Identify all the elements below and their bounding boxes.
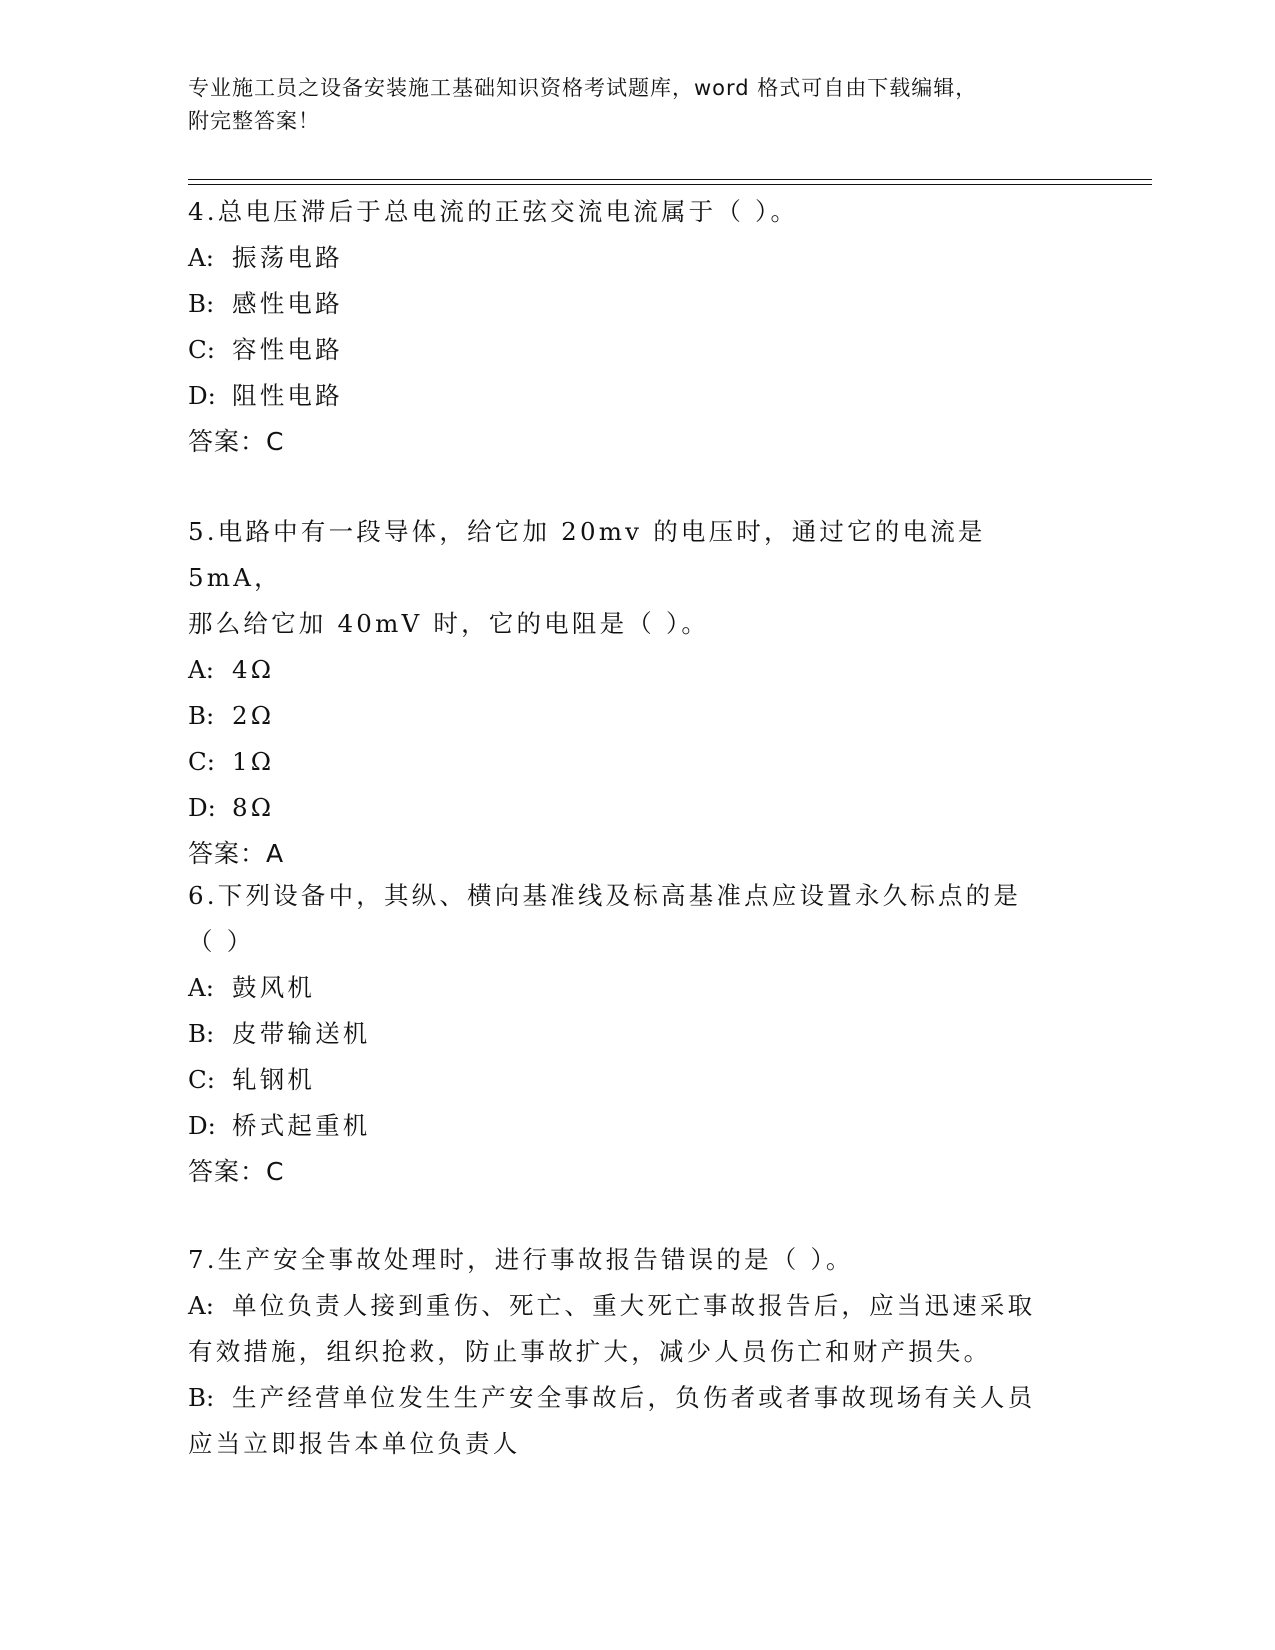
question-stem-line-1: 5.电路中有一段导体，给它加 20mv 的电压时，通过它的电流是 5mA， [188, 517, 986, 592]
option-letter: B: [188, 1019, 215, 1048]
option-letter: A: [188, 655, 214, 684]
header-rule-top [188, 179, 1152, 180]
option-text: 感性电路 [232, 289, 343, 318]
option-text-line-1: 单位负责人接到重伤、死亡、重大死亡事故报告后，应当迅速采取 [232, 1291, 1036, 1320]
option-c [188, 1057, 1078, 1103]
option-c [188, 327, 1078, 373]
option-a [188, 235, 1078, 281]
option-letter: B: [188, 289, 215, 318]
answer: 答案：C [188, 427, 285, 456]
question-5 [188, 509, 1078, 877]
header-line-1: 专业施工员之设备安装施工基础知识资格考试题库，word 格式可自由下载编辑， [188, 76, 978, 100]
option-letter: B: [188, 1383, 215, 1412]
option-text: 阻性电路 [232, 381, 343, 410]
option-text: 2Ω [232, 701, 275, 730]
option-c [188, 739, 1078, 785]
question-stem-line-2: （ ） [188, 927, 255, 956]
option-letter: B: [188, 701, 215, 730]
option-text: 轧钢机 [232, 1065, 316, 1094]
question-4 [188, 189, 1078, 465]
option-a-text-line-2: 有效措施，组织抢救，防止事故扩大，减少人员伤亡和财产损失。 [188, 1337, 992, 1366]
option-b [188, 1011, 1078, 1057]
option-letter: A: [188, 243, 214, 272]
option-letter: C: [188, 1065, 216, 1094]
question-stem-line-2: 那么给它加 40mV 时，它的电阻是（ ）。 [188, 609, 710, 638]
question-stem: 7.生产安全事故处理时，进行事故报告错误的是（ ）。 [188, 1245, 854, 1274]
option-letter: D: [188, 793, 216, 822]
option-text: 1Ω [232, 747, 275, 776]
header-rule-bottom [188, 184, 1152, 185]
question-6 [188, 873, 1078, 1195]
option-letter: C: [188, 335, 216, 364]
option-text: 4Ω [232, 655, 275, 684]
option-b-text-line-2: 应当立即报告本单位负责人 [188, 1429, 521, 1458]
document-header [188, 72, 1068, 138]
option-letter: C: [188, 747, 216, 776]
option-letter: A: [188, 1291, 214, 1320]
option-text: 8Ω [232, 793, 275, 822]
option-text-line-1: 生产经营单位发生生产安全事故后，负伤者或者事故现场有关人员 [232, 1383, 1036, 1412]
option-b [188, 693, 1078, 739]
option-a [188, 965, 1078, 1011]
option-a [188, 647, 1078, 693]
question-stem-line-1: 6.下列设备中，其纵、横向基准线及标高基准点应设置永久标点的是 [188, 881, 1022, 910]
option-text: 皮带输送机 [232, 1019, 371, 1048]
option-letter: D: [188, 1111, 216, 1140]
option-text: 振荡电路 [232, 243, 343, 272]
header-line-2: 附完整答案！ [188, 109, 320, 133]
option-letter: D: [188, 381, 216, 410]
question-7 [188, 1237, 1078, 1467]
option-letter: A: [188, 973, 214, 1002]
answer: 答案：A [188, 839, 285, 868]
option-d [188, 373, 1078, 419]
option-b [188, 1375, 1078, 1421]
option-text: 鼓风机 [232, 973, 316, 1002]
option-text: 容性电路 [232, 335, 343, 364]
option-text: 桥式起重机 [232, 1111, 371, 1140]
option-d [188, 1103, 1078, 1149]
answer: 答案：C [188, 1157, 285, 1186]
option-d [188, 785, 1078, 831]
option-b [188, 281, 1078, 327]
question-stem: 4.总电压滞后于总电流的正弦交流电流属于（ ）。 [188, 197, 799, 226]
option-a [188, 1283, 1078, 1329]
